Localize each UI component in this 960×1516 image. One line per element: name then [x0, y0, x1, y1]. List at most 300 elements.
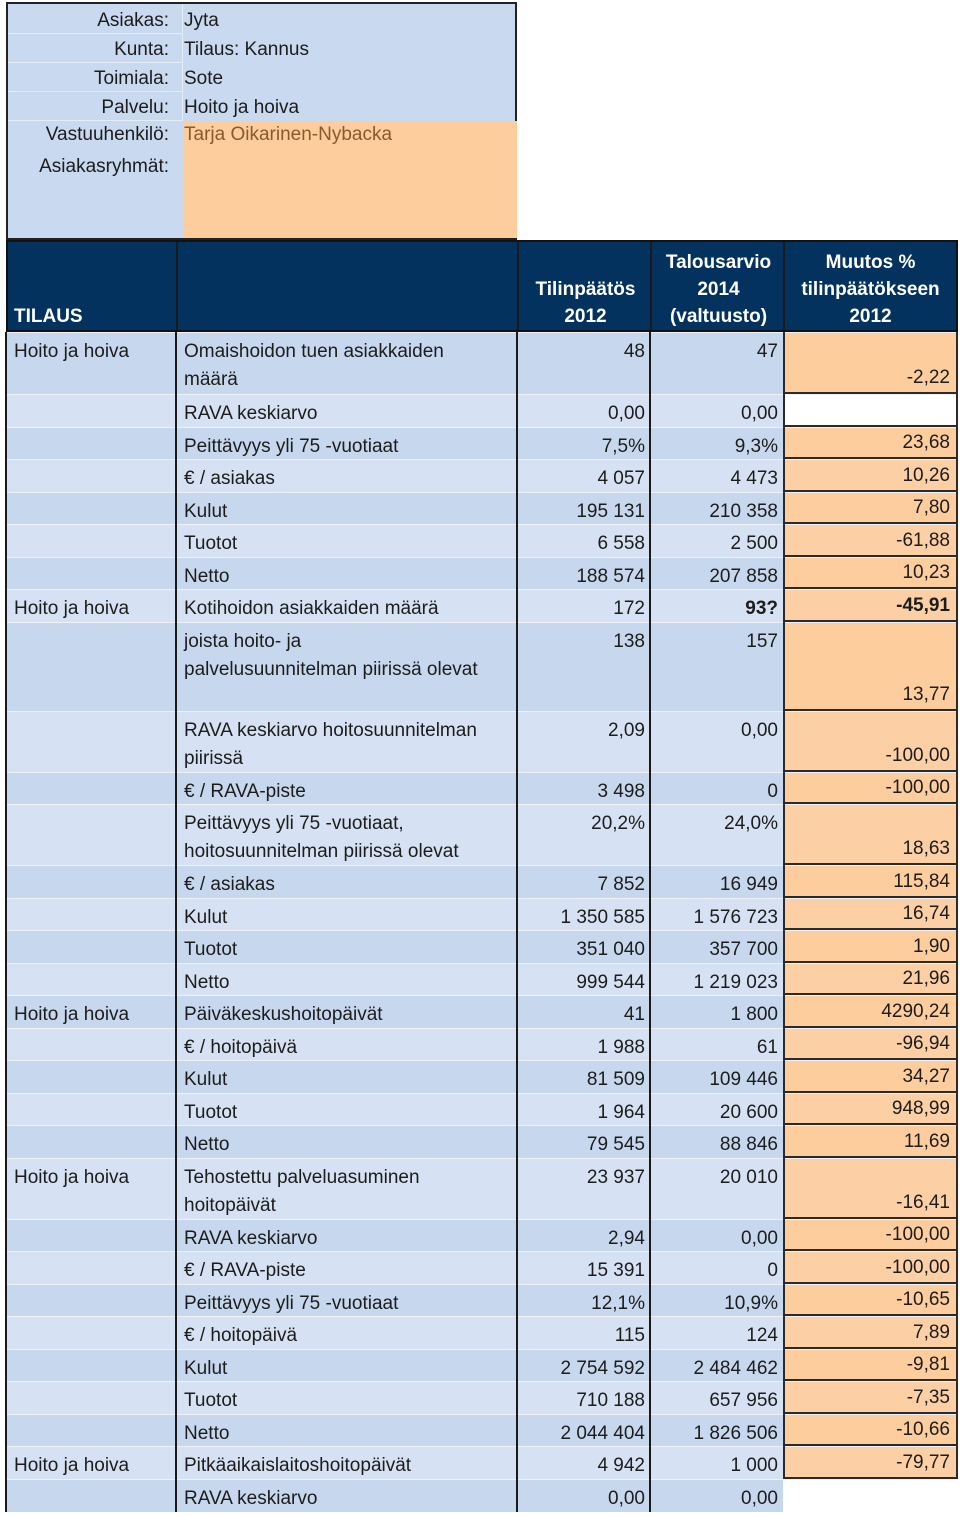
change-percent: -16,41 [896, 1192, 950, 1213]
cell-tilinpaatos[interactable] [517, 995, 650, 1028]
change-percent: -2,22 [906, 367, 950, 388]
cell-talousarvio[interactable] [650, 804, 783, 865]
row-label-line: Netto [184, 1134, 230, 1155]
cell-tilinpaatos[interactable] [517, 622, 650, 711]
cell-tilinpaatos[interactable] [517, 427, 650, 459]
cell-group[interactable] [6, 1381, 176, 1414]
cell-group[interactable] [6, 1349, 176, 1381]
row-label-line: Pitkäaikaislaitoshoitopäivät [184, 1455, 412, 1476]
info-value[interactable]: Tarja Oikarinen-Nybacka [184, 124, 393, 145]
row-label-line: RAVA keskiarvo [184, 1228, 318, 1249]
value-2014: 357 700 [709, 939, 778, 960]
value-2012: 4 057 [597, 468, 645, 489]
row-label-line: hoitosuunnitelman piirissä olevat [184, 841, 459, 862]
cell-label[interactable] [176, 1479, 517, 1512]
cell-group[interactable] [6, 711, 176, 772]
row-label [184, 530, 237, 558]
value-2014: 16 949 [719, 874, 778, 895]
cell-group[interactable] [6, 963, 176, 995]
cell-label[interactable] [176, 1316, 517, 1349]
cell-label[interactable] [176, 1158, 517, 1219]
cell-group[interactable] [6, 1028, 176, 1060]
cell-talousarvio[interactable] [650, 459, 783, 492]
row-label-line: palvelusuunnitelman piirissä olevat [184, 659, 478, 680]
row-label [184, 904, 227, 932]
cell-label[interactable] [176, 995, 517, 1028]
row-label-line: Peittävyys yli 75 -vuotiaat [184, 1293, 399, 1314]
percent-cell-border [783, 1219, 958, 1251]
change-percent: 11,69 [903, 1131, 950, 1152]
percent-cell-border [783, 1251, 958, 1284]
cell-tilinpaatos[interactable] [517, 1093, 650, 1125]
cell-label[interactable] [176, 1414, 517, 1446]
cell-group[interactable] [6, 865, 176, 898]
change-percent: -10,65 [896, 1289, 950, 1310]
percent-cell-border [783, 492, 958, 524]
value-2012: 195 131 [576, 501, 645, 522]
percent-cell-border [783, 898, 958, 930]
cell-label[interactable] [176, 622, 517, 711]
cell-label[interactable] [176, 1219, 517, 1251]
cell-label[interactable] [176, 865, 517, 898]
cell-tilinpaatos[interactable] [517, 459, 650, 492]
cell-label[interactable] [176, 1060, 517, 1093]
cell-talousarvio[interactable] [650, 622, 783, 711]
percent-cell-border [783, 1414, 958, 1446]
value-2014: 4 473 [730, 468, 778, 489]
cell-label[interactable] [176, 804, 517, 865]
row-label-line: Kulut [184, 1069, 228, 1090]
change-percent: -61,88 [896, 530, 950, 551]
cell-group[interactable] [6, 459, 176, 492]
row-label-line: hoitopäivät [184, 1195, 276, 1216]
info-row-asiakas [8, 6, 515, 34]
row-label-line: Kulut [184, 1358, 228, 1379]
value-2014: 1 826 506 [693, 1423, 778, 1444]
row-label [184, 628, 478, 684]
value-2012: 115 [614, 1325, 645, 1346]
row-label [184, 433, 398, 461]
cell-group[interactable] [6, 930, 176, 963]
info-value[interactable]: Tilaus: Kannus [184, 39, 309, 60]
change-percent: -7,35 [906, 1387, 950, 1408]
value-2012: 1 350 585 [560, 907, 645, 928]
cell-group[interactable] [6, 394, 176, 427]
row-label-line: Kotihoidon asiakkaiden määrä [184, 598, 439, 619]
cell-label[interactable] [176, 1125, 517, 1158]
change-percent: -100,00 [885, 1224, 950, 1245]
row-label-line: Omaishoidon tuen asiakkaiden [184, 341, 444, 362]
change-percent: -96,94 [896, 1033, 950, 1054]
cell-tilinpaatos[interactable] [517, 557, 650, 589]
row-label [184, 1001, 383, 1029]
cell-talousarvio[interactable] [650, 1125, 783, 1158]
cell-label[interactable] [176, 1349, 517, 1381]
cell-talousarvio[interactable] [650, 427, 783, 459]
row-label-line: Peittävyys yli 75 -vuotiaat, [184, 813, 404, 834]
row-label-line: määrä [184, 369, 238, 390]
change-percent: 10,26 [902, 465, 950, 486]
info-row-palvelu [8, 93, 515, 121]
cell-tilinpaatos[interactable] [517, 1349, 650, 1381]
cell-group[interactable] [6, 1479, 176, 1512]
cell-tilinpaatos[interactable] [517, 963, 650, 995]
cell-group[interactable] [6, 622, 176, 711]
cell-talousarvio[interactable] [650, 1251, 783, 1284]
cell-group[interactable] [6, 1125, 176, 1158]
cell-label[interactable] [176, 1093, 517, 1125]
value-2012: 41 [623, 1004, 645, 1025]
row-label-line: € / hoitopäivä [184, 1325, 298, 1346]
cell-label[interactable] [176, 589, 517, 622]
change-percent: 18,63 [902, 838, 950, 859]
change-percent: 10,23 [902, 562, 950, 583]
cell-group[interactable] [6, 772, 176, 804]
percent-cell-border [783, 459, 958, 492]
cell-talousarvio[interactable] [650, 898, 783, 930]
cell-tilinpaatos[interactable] [517, 394, 650, 427]
change-percent: 16,74 [902, 903, 950, 924]
header-tilinpaatos: Tilinpäätös 2012 [535, 279, 636, 327]
value-2014: 0,00 [741, 1228, 778, 1249]
column-divider [649, 332, 651, 1512]
value-2012: 20,2% [591, 813, 645, 834]
info-label: Asiakas: [97, 10, 169, 31]
cell-talousarvio[interactable] [650, 1381, 783, 1414]
percent-cell-border [783, 1158, 958, 1219]
percent-cell-border [783, 427, 958, 459]
row-label [184, 1257, 306, 1285]
value-2014: 0 [767, 781, 778, 802]
cell-label[interactable] [176, 711, 517, 772]
cell-label[interactable] [176, 557, 517, 589]
row-label [184, 563, 229, 591]
cell-tilinpaatos[interactable] [517, 711, 650, 772]
percent-cell-border [783, 1316, 958, 1349]
row-label [184, 595, 439, 623]
cell-group[interactable] [6, 804, 176, 865]
value-2014: 124 [746, 1325, 778, 1346]
row-label [184, 1164, 420, 1220]
info-value[interactable]: Hoito ja hoiva [184, 97, 300, 118]
percent-cell-border [783, 622, 958, 711]
cell-talousarvio[interactable] [650, 1284, 783, 1316]
cell-talousarvio[interactable] [650, 1158, 783, 1219]
header-talousarvio: Talousarvio 2014 (valtuusto) [665, 252, 772, 327]
percent-cell-border [783, 804, 958, 865]
row-label [184, 1131, 229, 1159]
cell-talousarvio[interactable] [650, 557, 783, 589]
group-label: Hoito ja hoiva [14, 1004, 130, 1025]
percent-cell-border [783, 589, 958, 622]
percent-cell-border [783, 995, 958, 1028]
cell-tilinpaatos[interactable] [517, 1446, 650, 1479]
cell-group[interactable] [6, 1414, 176, 1446]
cell-tilinpaatos[interactable] [517, 1479, 650, 1512]
value-2014: 0,00 [741, 403, 778, 424]
column-divider [516, 332, 518, 1512]
value-2012: 351 040 [576, 939, 645, 960]
value-2014: 2 500 [730, 533, 778, 554]
value-2012: 999 544 [576, 972, 645, 993]
cell-label[interactable] [176, 332, 517, 394]
change-percent: 13,77 [902, 684, 950, 705]
cell-group[interactable] [6, 995, 176, 1028]
row-label-line: Netto [184, 972, 230, 993]
value-2012: 4 942 [597, 1455, 645, 1476]
change-percent: 34,27 [902, 1066, 950, 1087]
value-2012: 188 574 [576, 566, 645, 587]
group-label: Hoito ja hoiva [14, 1167, 130, 1188]
cell-tilinpaatos[interactable] [517, 1284, 650, 1316]
value-2014: 0 [767, 1260, 778, 1281]
value-2012: 710 188 [576, 1390, 645, 1411]
value-2014: 20 600 [719, 1102, 778, 1123]
cell-group[interactable] [6, 1316, 176, 1349]
cell-talousarvio[interactable] [650, 492, 783, 524]
cell-talousarvio[interactable] [650, 711, 783, 772]
percent-cell-border [783, 524, 958, 557]
cell-label[interactable] [176, 1446, 517, 1479]
value-2012: 7 852 [597, 874, 645, 895]
row-label [184, 1034, 297, 1062]
change-percent: 1,90 [913, 936, 950, 957]
percent-cell-border [783, 1093, 958, 1125]
row-divider [6, 1479, 958, 1480]
cell-tilinpaatos[interactable] [517, 1414, 650, 1446]
cell-tilinpaatos[interactable] [517, 589, 650, 622]
cell-group[interactable] [6, 427, 176, 459]
row-label [184, 1485, 317, 1513]
row-label [184, 1290, 398, 1318]
cell-group[interactable] [6, 332, 176, 394]
cell-label[interactable] [176, 524, 517, 557]
cell-muutos[interactable] [783, 1479, 958, 1512]
cell-talousarvio[interactable] [650, 1414, 783, 1446]
cell-group[interactable] [6, 1060, 176, 1093]
value-2014: 1 219 023 [693, 972, 778, 993]
row-label-line: € / asiakas [184, 468, 275, 489]
cell-tilinpaatos[interactable] [517, 930, 650, 963]
value-2012: 172 [613, 598, 645, 619]
row-label-line: Peittävyys yli 75 -vuotiaat [184, 436, 399, 457]
cell-talousarvio[interactable] [650, 394, 783, 427]
info-label: Asiakasryhmät: [39, 156, 169, 177]
change-percent: -10,66 [896, 1419, 950, 1440]
row-label-line: Tuotot [184, 1102, 238, 1123]
percent-cell-border [783, 1446, 958, 1479]
cell-talousarvio[interactable] [650, 772, 783, 804]
info-value[interactable]: Jyta [184, 10, 219, 31]
value-2012: 2 044 404 [560, 1423, 645, 1444]
cell-talousarvio[interactable] [650, 524, 783, 557]
cell-label[interactable] [176, 898, 517, 930]
row-label [184, 338, 444, 394]
value-2012: 1 964 [597, 1102, 645, 1123]
cell-group[interactable] [6, 1093, 176, 1125]
value-2012: 48 [623, 341, 645, 362]
value-2012: 15 391 [586, 1260, 645, 1281]
cell-group[interactable] [6, 1446, 176, 1479]
percent-cell-border [783, 772, 958, 804]
cell-talousarvio[interactable] [650, 865, 783, 898]
cell-label[interactable] [176, 930, 517, 963]
cell-label[interactable] [176, 1381, 517, 1414]
change-percent: -45,91 [896, 595, 950, 616]
value-2014: 1 000 [730, 1455, 778, 1476]
value-2014: 9,3% [734, 436, 778, 457]
row-label-line: € / RAVA-piste [184, 1260, 306, 1281]
group-label: Hoito ja hoiva [14, 341, 130, 362]
cell-tilinpaatos[interactable] [517, 804, 650, 865]
value-2014: 47 [756, 341, 778, 362]
row-label-line: Netto [184, 1423, 230, 1444]
row-label [184, 969, 229, 997]
cell-label[interactable] [176, 963, 517, 995]
cell-tilinpaatos[interactable] [517, 1125, 650, 1158]
percent-cell-border [783, 394, 958, 427]
cell-talousarvio[interactable] [650, 1060, 783, 1093]
table-left-edge [5, 332, 7, 1512]
cell-tilinpaatos[interactable] [517, 772, 650, 804]
cell-label[interactable] [176, 772, 517, 804]
cell-tilinpaatos[interactable] [517, 898, 650, 930]
value-2014: 657 956 [709, 1390, 778, 1411]
cell-talousarvio[interactable] [650, 995, 783, 1028]
row-label-line: Kulut [184, 907, 228, 928]
row-label [184, 1066, 227, 1094]
cell-tilinpaatos[interactable] [517, 1028, 650, 1060]
percent-cell-border [783, 557, 958, 589]
value-2012: 7,5% [601, 436, 645, 457]
cell-label[interactable] [176, 394, 517, 427]
row-label-line: RAVA keskiarvo hoitosuunnitelman [184, 720, 477, 741]
change-percent: -100,00 [885, 1257, 950, 1278]
cell-group[interactable] [6, 1284, 176, 1316]
cell-talousarvio[interactable] [650, 1219, 783, 1251]
value-2012: 2,09 [608, 720, 645, 741]
row-label [184, 465, 275, 493]
group-label: Hoito ja hoiva [14, 598, 130, 619]
value-2012: 1 988 [597, 1037, 645, 1058]
row-label-line: RAVA keskiarvo [184, 1488, 318, 1509]
cell-talousarvio[interactable] [650, 963, 783, 995]
row-label-line: Tuotot [184, 533, 238, 554]
value-2014: 20 010 [719, 1167, 778, 1188]
info-row-asiakasryhmat [8, 152, 515, 180]
group-label: Hoito ja hoiva [14, 1455, 130, 1476]
cell-talousarvio[interactable] [650, 1446, 783, 1479]
row-label-line: € / RAVA-piste [184, 781, 306, 802]
table-row [6, 1479, 958, 1512]
header-muutos: Muutos % tilinpäätökseen 2012 [801, 252, 940, 327]
cell-talousarvio[interactable] [650, 930, 783, 963]
change-percent: -9,81 [906, 1354, 950, 1375]
value-2014: 2 484 462 [693, 1358, 778, 1379]
cell-tilinpaatos[interactable] [517, 492, 650, 524]
row-label [184, 1420, 229, 1448]
cell-talousarvio[interactable] [650, 1316, 783, 1349]
info-label: Vastuuhenkilö: [45, 124, 169, 145]
cell-talousarvio[interactable] [650, 332, 783, 394]
change-percent: -100,00 [885, 777, 950, 798]
percent-cell-border [783, 865, 958, 898]
cell-talousarvio[interactable] [650, 1349, 783, 1381]
change-percent: 115,84 [893, 871, 950, 892]
row-label [184, 871, 275, 899]
info-label: Kunta: [114, 39, 169, 60]
cell-group[interactable] [6, 492, 176, 524]
cell-tilinpaatos[interactable] [517, 1316, 650, 1349]
cell-group[interactable] [6, 524, 176, 557]
row-label-line: € / asiakas [184, 874, 275, 895]
value-2014: 0,00 [741, 1488, 778, 1509]
cell-label[interactable] [176, 1251, 517, 1284]
row-label [184, 1387, 237, 1415]
change-percent: 21,96 [902, 968, 950, 989]
cell-tilinpaatos[interactable] [517, 524, 650, 557]
cell-tilinpaatos[interactable] [517, 1060, 650, 1093]
value-2012: 138 [613, 631, 645, 652]
cell-group[interactable] [6, 557, 176, 589]
cell-label[interactable] [176, 459, 517, 492]
value-2014: 93? [745, 598, 778, 619]
row-label-line: piirissä [184, 748, 244, 769]
row-label [184, 400, 317, 428]
percent-cell-border [783, 711, 958, 772]
cell-group[interactable] [6, 589, 176, 622]
cell-label[interactable] [176, 1028, 517, 1060]
value-2014: 210 358 [709, 501, 778, 522]
cell-group[interactable] [6, 898, 176, 930]
cell-tilinpaatos[interactable] [517, 865, 650, 898]
cell-tilinpaatos[interactable] [517, 332, 650, 394]
row-label-line: € / hoitopäivä [184, 1037, 298, 1058]
row-label [184, 936, 237, 964]
cell-talousarvio[interactable] [650, 1093, 783, 1125]
value-2014: 109 446 [709, 1069, 778, 1090]
value-2014: 0,00 [741, 720, 778, 741]
cell-tilinpaatos[interactable] [517, 1381, 650, 1414]
cell-talousarvio[interactable] [650, 1028, 783, 1060]
percent-cell-border [783, 1060, 958, 1093]
row-label [184, 810, 459, 866]
value-2014: 10,9% [724, 1293, 778, 1314]
row-label-line: Tuotot [184, 1390, 238, 1411]
cell-tilinpaatos[interactable] [517, 1158, 650, 1219]
cell-label[interactable] [176, 1284, 517, 1316]
row-label [184, 778, 306, 806]
value-2012: 2,94 [608, 1228, 645, 1249]
info-value[interactable]: Sote [184, 68, 224, 89]
cell-talousarvio[interactable] [650, 589, 783, 622]
change-percent: 23,68 [902, 432, 950, 453]
cell-tilinpaatos[interactable] [517, 1219, 650, 1251]
cell-label[interactable] [176, 492, 517, 524]
cell-group[interactable] [6, 1158, 176, 1219]
cell-group[interactable] [6, 1219, 176, 1251]
cell-tilinpaatos[interactable] [517, 1251, 650, 1284]
cell-talousarvio[interactable] [650, 1479, 783, 1512]
row-label [184, 498, 227, 526]
value-2014: 88 846 [719, 1134, 778, 1155]
cell-group[interactable] [6, 1251, 176, 1284]
change-percent: 4290,24 [881, 1001, 950, 1022]
value-2012: 12,1% [591, 1293, 645, 1314]
cell-label[interactable] [176, 427, 517, 459]
row-label [184, 1225, 317, 1253]
value-2014: 1 800 [730, 1004, 778, 1025]
